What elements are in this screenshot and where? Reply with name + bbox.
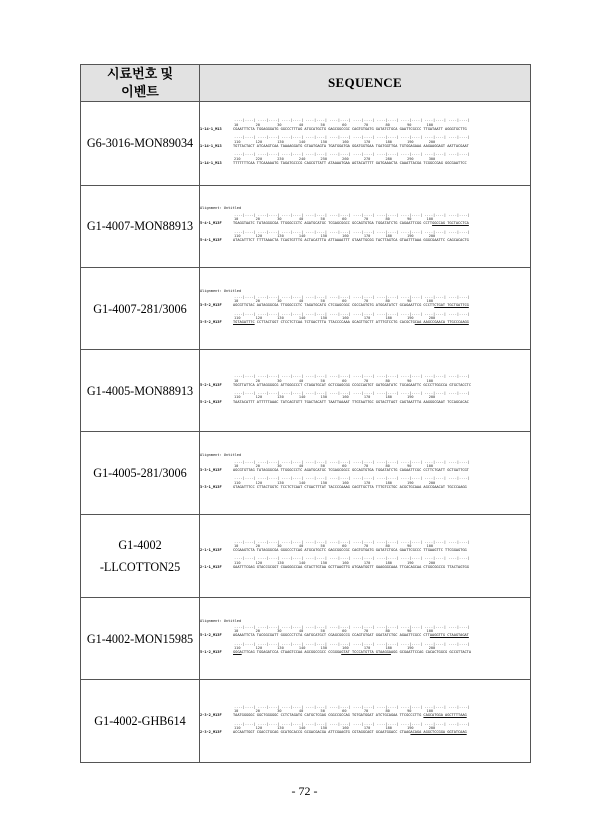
alignment-block	[200, 135, 530, 148]
sequence-cell	[200, 102, 531, 186]
sequence-line	[200, 238, 530, 242]
clone-label: 5-2-1_M13F	[200, 382, 222, 387]
ruler-ticks: ....|....| ....|....| ....|....| ....|....| ....|....| ....|....| ....|....| ....|....| ....|....| ....|....|	[234, 556, 470, 561]
underlined-bases: GATT GCTGATTCGT	[436, 468, 469, 473]
underlined-bases: TGTAGATTTC	[233, 320, 255, 325]
header-row	[81, 65, 531, 102]
ruler-numbers: 10 20 30 40 50 60 70 80 90 100	[234, 122, 434, 127]
bases: GAAGGGCAAA TTCACAGCAA CTGGCGGCCG TTACTAGTGG	[373, 565, 469, 570]
ruler-numbers: 10 20 30 40 50 60 70 80 90 100	[234, 299, 434, 304]
sequence-line	[200, 468, 530, 472]
bases: AGAAATTCTA TACGGCGATT GGGCCCTCTA GATGCATGCT CGAGCGGCCG CCAGTGTGAT GGATATCTGC AGAATTCGCC CTT	[233, 633, 430, 638]
base-sequence	[233, 633, 530, 637]
ruler-ticks: ....|....| ....|....| ....|....| ....|....| ....|....| ....|....| ....|....| ....|....| ....|....| ....|....|	[234, 311, 470, 316]
table-row	[81, 268, 531, 350]
underlined-bases: CTGAT TGCTGATTCG	[434, 303, 469, 308]
alignment-block	[200, 213, 530, 226]
ruler-ticks: ....|....| ....|....| ....|....| ....|....| ....|....| ....|....| ....|....| ....|....| ....|....| ....|....|	[234, 539, 470, 544]
alignment-title: Alignment: Untitled	[200, 453, 242, 458]
event-name	[81, 102, 200, 186]
clone-label: 5-4-1_M13F	[200, 238, 222, 243]
sequence-line	[200, 650, 530, 654]
alignment-block	[200, 642, 530, 655]
bases: TGGTTATTCA ATTAGGGGCG ATTGGGCCCT CTAGATGCAT GCTCGAGCGG CCGCCAGTGT GATGGATATC TGCAGAATTC GCCCTT	[233, 382, 437, 387]
sequence-cell	[200, 597, 531, 680]
ruler-numbers: 10 20 30 40 50 60 70 80 90 100	[234, 629, 434, 634]
alignment-block	[200, 118, 530, 131]
ruler-numbers: 10 20 30 40 50 60 70 80 90 100	[234, 378, 434, 383]
table-row	[81, 185, 531, 268]
header-line-1: 시료번호 및	[106, 66, 174, 81]
clone-label: 5-2-1_M13F	[200, 399, 222, 404]
event-name-line: G6-3016-MON89034	[86, 136, 194, 151]
ruler-ticks: ....|....| ....|....| ....|....| ....|....| ....|....| ....|....| ....|....| ....|....| ....|....| ....|....|	[234, 212, 470, 217]
bases: ACCAATTGGT CGACCTGCAG GCATGCACCG GCGACGACGA ATTCGAAGTG CGTAGGCAGT GCAATGGACC CTAAG	[233, 730, 411, 735]
underlined-bases: TAATACATTT	[233, 399, 255, 404]
sequence-cell	[200, 680, 531, 763]
underlined-bases: AAGTTC TTCGGAGTGG	[429, 548, 467, 553]
table-row	[81, 597, 531, 680]
alignment	[200, 619, 530, 655]
ruler-ticks: ....|....| ....|....| ....|....| ....|....| ....|....| ....|....| ....|....| ....|....| ....|....| ....|....|	[234, 374, 470, 379]
alignment-block	[200, 540, 530, 553]
base-sequence	[233, 468, 530, 472]
bases: AGCGTTGTAC AATAGGGCGA TTGGGCCCTC TAGATGCATG CTCGAGCGGC CGCCAGTGTG ATGGATATCT GCAGAATTCG CCCTT	[233, 303, 435, 308]
clone-label: 1-14-1_M13	[200, 143, 222, 148]
base-sequence	[233, 730, 530, 734]
sequence-cell	[200, 268, 531, 350]
sequence-line	[200, 127, 530, 131]
ruler-numbers: 110 120 130 140 150 160 170 180 190 200	[234, 560, 436, 565]
sequence-cell	[200, 349, 531, 432]
alignment	[200, 705, 530, 735]
event-name	[81, 349, 200, 432]
event-name-line: -LLCOTTON25	[99, 559, 181, 574]
alignment-block	[200, 705, 530, 718]
base-sequence	[233, 650, 530, 654]
bases: AGCGTGTTAG TATAGGGCGA TTGGGCCCTC AGATGCATGC TCGAGCGGCC GCCAGTGTGA TGGATATCTG CAGAATTCGC CCTTCT	[233, 468, 437, 473]
alignment	[200, 206, 530, 242]
ruler-numbers: 10 20 30 40 50 60 70 80 90 100	[234, 543, 434, 548]
clone-label: 1-14-1_M13	[200, 160, 222, 165]
base-sequence	[233, 400, 530, 404]
ruler-ticks: ....|....| ....|....| ....|....| ....|....| ....|....| ....|....| ....|....| ....|....| ....|....| ....|....|	[234, 391, 470, 396]
clone-label: 3-5-2_M13F	[200, 320, 222, 325]
ruler-ticks: ....|....| ....|....| ....|....| ....|....| ....|....| ....|....| ....|....| ....|....| ....|....| ....|....|	[234, 721, 470, 726]
event-name-line: G1-4002-GHB614	[94, 714, 186, 729]
ruler-ticks: ....|....| ....|....| ....|....| ....|....| ....|....| ....|....| ....|....| ....|....| ....|....| ....|....|	[234, 704, 470, 709]
ruler-numbers: 110 120 130 140 150 160 170 180 190 200	[234, 645, 436, 650]
sequence-line	[200, 144, 530, 148]
underlined-bases: CTA CAAATTACGA TCGGCC	[390, 160, 437, 165]
underlined-bases: GGGA	[233, 650, 242, 655]
bases: CCTTACTGGT CTCCTCTCAA TCTGACTTTA TTACCCCAAA GCAGTTGCTT ATTTGTCCTG CACGCTG	[254, 320, 415, 325]
bases: ATCAAGTCAA TAAAAGGATG GTAATGAGTA TGATGGATGA GGATGGTGAA TGATGGTTGA TGTGGAGAAA AAGAAGGAGT AATTACGAAT	[254, 143, 469, 148]
clone-label: 3-3-1_M13F	[200, 468, 222, 473]
sequence-line	[200, 400, 530, 404]
sequence-header: SEQUENCE	[200, 65, 531, 102]
ruler-numbers: 110 120 130 140 150 160 170 180 190 200	[234, 316, 436, 320]
bases: CCGAAGTCTA TATAGGGCGA GGGCCCTCAG ATGCATGCTC GAGCGGCCGC CAGTGTGATG GATATCTGCA GAATTCGCCC TTG	[233, 548, 430, 553]
event-name-line: G1-4005-MON88913	[86, 383, 194, 398]
ruler-ticks: ....|....| ....|....| ....|....| ....|....| ....|....| ....|....| ....|....| ....|....| ....|....| ....|....|	[234, 294, 470, 299]
event-name	[81, 597, 200, 680]
base-sequence	[233, 548, 530, 552]
event-name-line: G1-4007-281/3006	[93, 301, 187, 316]
alignment-title: Alignment: Untitled	[200, 288, 242, 293]
bases: ATTTTTAAAC TATCAGTGTT TGACTACATT TAATTAAAAT TTGTAATTGC GGTACTTAGT CAGTAATTTA AAGGGCGAAT TCCAGCACAC	[254, 399, 469, 404]
clone-label: 5-1-2_M13F	[200, 633, 222, 638]
alignment-block	[200, 295, 530, 308]
underlined-bases: GTAGATTTCC	[233, 485, 255, 490]
bases: CGAATTTCTA TGGAGGGATG GGCCCTTTAG ATGCATGCTG GAGCGGCCGC CAGTGTGATG GATATCTGCA GAATTCGCCC TTG	[233, 127, 430, 132]
ruler-numbers: 110 120 130 140 150 160 170 180 190 200	[234, 395, 436, 400]
ruler-ticks: ....|....| ....|....| ....|....| ....|....| ....|....| ....|....| ....|....| ....|....| ....|....| ....|....|	[234, 624, 470, 629]
alignment-block	[200, 722, 530, 735]
underlined-bases: TAAGTTG ATGAATGGTT	[334, 565, 374, 570]
sequence-cell	[200, 515, 531, 598]
clone-label: 2-3-2_M13F	[200, 730, 222, 735]
clone-label: 3-5-2_M13F	[200, 303, 222, 308]
clone-label: 5-4-1_M13F	[200, 221, 222, 226]
sequence-cell	[200, 432, 531, 515]
sequence-line	[200, 633, 530, 637]
underlined-bases: TGTTACTACT	[233, 143, 255, 148]
ruler-numbers: 110 120 130 140 150 160 170 180 190 200	[234, 480, 436, 485]
bases: TAATGGGGGC GGCTGGGGGC CCTCTAGATG CATGCTCGAG CGGCCGCCAG TGTGATGGAT ATCTGCAGAA TTCGCCCTTG	[233, 713, 424, 718]
underlined-bases: GGCCA GTGCTACCTC	[436, 382, 472, 387]
underlined-bases: CAGCATGGA AGCTTTTAAG	[423, 713, 467, 718]
ruler-numbers: 10 20 30 40 50 60 70 80 90 100	[234, 463, 434, 468]
alignment	[200, 118, 530, 165]
base-sequence	[233, 144, 530, 148]
alignment-block	[200, 312, 530, 325]
sequence-cell	[200, 185, 531, 268]
ruler-numbers: 210 220 230 240 250 260 270 280 290 300	[234, 156, 436, 161]
sequence-line	[200, 730, 530, 734]
event-name	[81, 515, 200, 598]
event-name-line: G1-4002	[118, 537, 162, 552]
sequence-line	[200, 221, 530, 225]
page-number: - 72 -	[291, 784, 318, 798]
event-name	[81, 185, 200, 268]
table-row	[81, 349, 531, 432]
base-sequence	[233, 320, 530, 324]
bases: GAG GGCGAATTCC	[436, 160, 467, 165]
ruler-ticks: ....|....| ....|....| ....|....| ....|....| ....|....| ....|....| ....|....| ....|....| ....|....| ....|....|	[234, 229, 470, 234]
bases: TGAGGTAATC TATAGGGCGA TTGGGCCCTC AGATGCATGC TCGAGCGGCC GCCAGTGTGA TGGATATCTG CAGAATTCGG CCTT	[233, 221, 433, 226]
base-sequence	[233, 238, 530, 242]
event-name	[81, 268, 200, 350]
underlined-bases: ATACATTTCT	[233, 238, 255, 243]
underlined-bases: GTAT TCCCATGTTA GTAAGGA	[341, 650, 391, 655]
ruler-numbers: 10 20 30 40 50 60 70 80 90 100	[234, 709, 434, 714]
table-row	[81, 102, 531, 186]
sequence-line	[200, 548, 530, 552]
clone-label: 1-14-1_M13	[200, 127, 222, 132]
alignment-block	[200, 374, 530, 387]
alignment-block	[200, 556, 530, 569]
clone-label: 5-1-2_M13F	[200, 650, 222, 655]
alignment-block	[200, 152, 530, 165]
underlined-bases: ATAATT AGGGTGCTTG	[429, 127, 467, 132]
base-sequence	[233, 383, 530, 387]
table-row	[81, 432, 531, 515]
base-sequence	[233, 485, 530, 489]
alignment	[200, 289, 530, 325]
alignment-title: Alignment: Untitled	[200, 618, 242, 623]
base-sequence	[233, 221, 530, 225]
sequence-table	[80, 64, 531, 763]
ruler-numbers: 110 120 130 140 150 160 170 180 190 200	[234, 725, 436, 730]
alignment	[200, 374, 530, 404]
table-body	[81, 102, 531, 763]
sequence-line	[200, 383, 530, 387]
event-name	[81, 680, 200, 763]
ruler-ticks: ....|....| ....|....| ....|....| ....|....| ....|....| ....|....| ....|....| ....|....| ....|....| ....|....|	[234, 152, 470, 157]
underlined-bases: AAGGTTG CTAAGTAGAT	[429, 633, 469, 638]
alignment-block	[200, 391, 530, 404]
alignment-block	[200, 625, 530, 638]
underlined-bases: GGCCAG TGCTACCTCA	[432, 221, 469, 226]
alignment	[200, 540, 530, 570]
ruler-numbers: 110 120 130 140 150 160 170 180 190 200	[234, 139, 436, 144]
sequence-line	[200, 713, 530, 717]
table-row	[81, 680, 531, 763]
base-sequence	[233, 565, 530, 569]
sequence-line	[200, 565, 530, 569]
base-sequence	[233, 303, 530, 307]
ruler-ticks: ....|....| ....|....| ....|....| ....|....| ....|....| ....|....| ....|....| ....|....| ....|....| ....|....|	[234, 459, 470, 464]
bases: TTTTAAACTA TCAGTGTTTG ACTACATTTA ATTAAAATTT GTAATTGCGG TACTTAGTCA GTAATTTAAA GGGCGAATTC CAGCACACTG	[254, 238, 469, 243]
alignment-block	[200, 460, 530, 473]
sample-event-header	[81, 65, 200, 102]
clone-label: 2-3-2_M13F	[200, 713, 222, 718]
ruler-ticks: ....|....| ....|....| ....|....| ....|....| ....|....| ....|....| ....|....| ....|....| ....|....| ....|....|	[234, 476, 470, 481]
alignment	[200, 453, 530, 489]
ruler-ticks: ....|....| ....|....| ....|....| ....|....| ....|....| ....|....| ....|....| ....|....| ....|....| ....|....|	[234, 641, 470, 646]
base-sequence	[233, 127, 530, 131]
alignment-block	[200, 230, 530, 243]
ruler-numbers: 10 20 30 40 50 60 70 80 90 100	[234, 216, 434, 221]
clone-label: 2-1-1_M13F	[200, 548, 222, 553]
sequence-line	[200, 320, 530, 324]
sequence-line	[200, 161, 530, 165]
alignment-title: Alignment: Untitled	[200, 206, 242, 211]
bases: GTACCGCGGT CGAGGGCCAA GTACTTGTAA GCT	[254, 565, 335, 570]
header-line-2: 이벤트	[121, 84, 159, 99]
event-name-line: G1-4005-281/3006	[93, 466, 187, 481]
ruler-ticks: ....|....| ....|....| ....|....| ....|....| ....|....| ....|....| ....|....| ....|....| ....|....| ....|....|	[234, 135, 470, 140]
underlined-bases: CAA AAGCCGAACA TTGCCCAAGG	[414, 320, 469, 325]
event-name	[81, 432, 200, 515]
event-name-line: G1-4002-MON15985	[86, 631, 194, 646]
table-row	[81, 515, 531, 598]
bases: AGG GCGAATTCCAG CACACTGGCG GCCGTTACTA	[390, 650, 472, 655]
underlined-bases: GAATTTCGAG	[233, 565, 255, 570]
base-sequence	[233, 713, 530, 717]
clone-label: 2-1-1_M13F	[200, 565, 222, 570]
bases: CTTCAG TGGAGATCCA CTAAGTCCAA AGCGGCCGCC CCGGGA	[241, 650, 342, 655]
ruler-ticks: ....|....| ....|....| ....|....| ....|....| ....|....| ....|....| ....|....| ....|....| ....|....| ....|....|	[234, 118, 470, 123]
bases: TTTTTTTCAA TTCAAAAATG TAGATGCCCG CAGCGTTATT ATAAAATGAA AGTACATTTT GATGAAA	[233, 160, 391, 165]
alignment-block	[200, 476, 530, 489]
underlined-bases: ACAGA AGGCTCCGGA GGTATCAAG	[410, 730, 467, 735]
bases: CTTACTGGTC TCCTCTCAAT CTGACTTTAT TACCCCAAAG CAGTTGCTTA TTTGTCCTGC ACGCTG	[254, 485, 413, 490]
underlined-bases: CAAA AGCCGAACAT TGCCCAAGG	[412, 485, 467, 490]
event-name-line: G1-4007-MON88913	[86, 219, 194, 234]
sequence-line	[200, 485, 530, 489]
clone-label: 3-3-1_M13F	[200, 485, 222, 490]
base-sequence	[233, 161, 530, 165]
sequence-line	[200, 303, 530, 307]
ruler-numbers: 110 120 130 140 150 160 170 180 190 200	[234, 233, 436, 238]
